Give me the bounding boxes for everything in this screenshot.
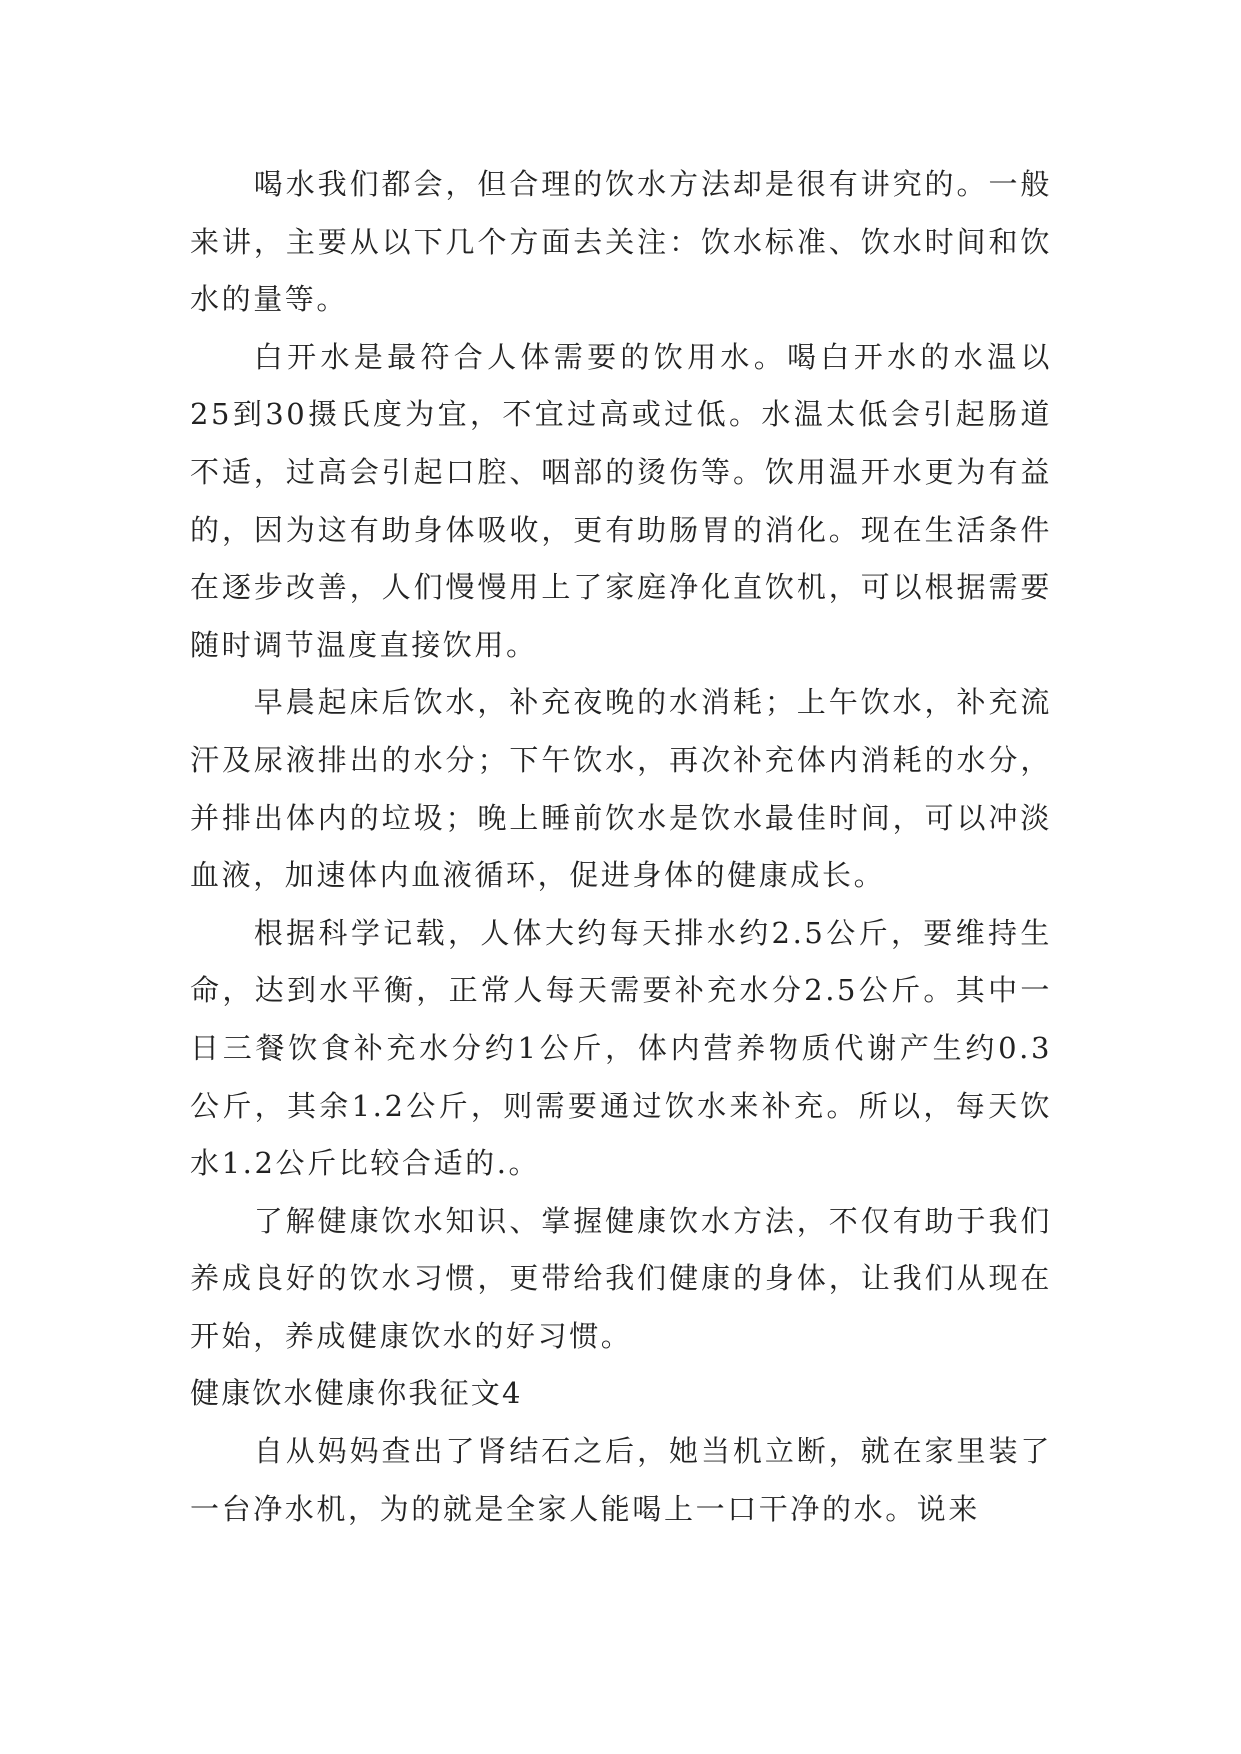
paragraph-conclusion: 了解健康饮水知识、掌握健康饮水方法，不仅有助于我们养成良好的饮水习惯，更带给我们健康的身体，让我们从现在开始，养成健康饮水的好习惯。 (190, 1203, 1052, 1353)
essay-heading: 健康饮水健康你我征文4 (190, 1376, 523, 1411)
paragraph-daily-amount: 根据科学记载，人体大约每天排水约2.5公斤，要维持生命，达到水平衡，正常人每天需要补充水分2.5公斤。其中一日三餐饮食补充水分约1公斤，体内营养物质代谢产生约0.3公斤，其余1.2公斤，则需要通过饮水来补充。所以，每天饮水1.2公斤比较合适的.。 (190, 915, 1052, 1181)
paragraph-drinking-methods: 喝水我们都会，但合理的饮水方法却是很有讲究的。一般来讲，主要从以下几个方面去关注：饮水标准、饮水时间和饮水的量等。 (190, 167, 1052, 317)
document-body (190, 156, 1052, 1538)
paragraph-boiled-water: 白开水是最符合人体需要的饮用水。喝白开水的水温以25到30摄氏度为宜，不宜过高或过低。水温太低会引起肠道不适，过高会引起口腔、咽部的烫伤等。饮用温开水更为有益的，因为这有助身体吸收，更有助肠胃的消化。现在生活条件在逐步改善，人们慢慢用上了家庭净化直饮机，可以根据需要随时调节温度直接饮用。 (190, 339, 1052, 662)
paragraph-drinking-times: 早晨起床后饮水，补充夜晚的水消耗；上午饮水，补充流汗及尿液排出的水分；下午饮水，再次补充体内消耗的水分，并排出体内的垃圾；晚上睡前饮水是饮水最佳时间，可以冲淡血液，加速体内血液循环，促进身体的健康成长。 (190, 685, 1052, 893)
paragraph-essay-start: 自从妈妈查出了肾结石之后，她当机立断，就在家里装了一台净水机，为的就是全家人能喝上一口干净的水。说来 (190, 1434, 1052, 1526)
